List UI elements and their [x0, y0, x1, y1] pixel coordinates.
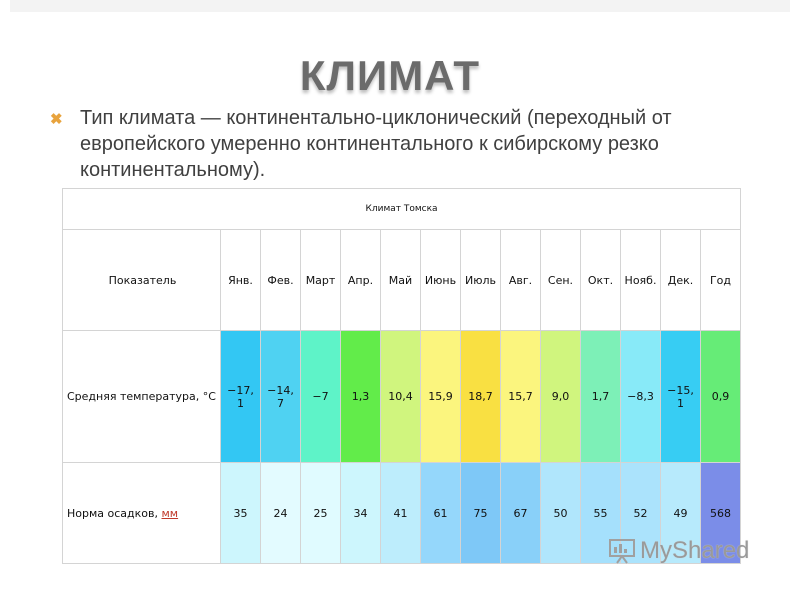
- month-header: Авг.: [501, 230, 541, 331]
- month-header: Май: [381, 230, 421, 331]
- month-header: Дек.: [661, 230, 701, 331]
- climate-description: Тип климата — континентально-циклонический (переходный от европейского умеренно континентального к сибирскому резко континентальному).: [80, 107, 672, 181]
- precipitation-label-text: Норма осадков,: [67, 506, 158, 520]
- precipitation-cell: 52: [621, 463, 661, 564]
- temperature-cell: 18,7: [461, 331, 501, 463]
- precipitation-cell: 61: [421, 463, 461, 564]
- temperature-cell: 9,0: [541, 331, 581, 463]
- temperature-cell: −7: [301, 331, 341, 463]
- precipitation-row-label: [63, 463, 221, 564]
- temperature-cell: 15,7: [501, 331, 541, 463]
- temperature-cell: 1,7: [581, 331, 621, 463]
- precipitation-cell: 55: [581, 463, 621, 564]
- month-header: Сен.: [541, 230, 581, 331]
- temperature-cell: 10,4: [381, 331, 421, 463]
- x-mark-bullet-icon: ✖: [50, 111, 63, 128]
- month-header: Окт.: [581, 230, 621, 331]
- month-header: Апр.: [341, 230, 381, 331]
- presentation-board-icon: [608, 538, 636, 564]
- precipitation-cell: 34: [341, 463, 381, 564]
- month-header: Год: [701, 230, 741, 331]
- precipitation-cell: 41: [381, 463, 421, 564]
- myshared-watermark: [608, 537, 749, 565]
- table-caption: Климат Томска: [63, 189, 741, 230]
- watermark-text: MyShared: [640, 537, 750, 564]
- month-header: Янв.: [221, 230, 261, 331]
- temperature-cell: 15,9: [421, 331, 461, 463]
- precipitation-cell: 35: [221, 463, 261, 564]
- temperature-cell: −14, 7: [261, 331, 301, 463]
- temperature-cell: −17, 1: [221, 331, 261, 463]
- precipitation-cell: 568: [701, 463, 741, 564]
- temperature-row-label: Средняя температура, °C: [63, 331, 221, 463]
- precipitation-cell: 67: [501, 463, 541, 564]
- precipitation-cell: 24: [261, 463, 301, 564]
- temperature-cell: −15, 1: [661, 331, 701, 463]
- precipitation-cell: 49: [661, 463, 701, 564]
- mm-unit-link[interactable]: мм: [161, 506, 179, 520]
- temperature-cell: −8,3: [621, 331, 661, 463]
- precipitation-cell: 25: [301, 463, 341, 564]
- precipitation-cell: 50: [541, 463, 581, 564]
- slide-title: КЛИМАТ: [299, 52, 481, 99]
- slide-top-bar: [10, 0, 790, 12]
- month-header: Нояб.: [621, 230, 661, 331]
- month-header: Март: [301, 230, 341, 331]
- month-header: Июль: [461, 230, 501, 331]
- temperature-cell: 1,3: [341, 331, 381, 463]
- header-label: Показатель: [63, 230, 221, 331]
- precipitation-cell: 75: [461, 463, 501, 564]
- month-header: Июнь: [421, 230, 461, 331]
- month-header: Фев.: [261, 230, 301, 331]
- climate-table: [62, 188, 741, 564]
- temperature-cell: 0,9: [701, 331, 741, 463]
